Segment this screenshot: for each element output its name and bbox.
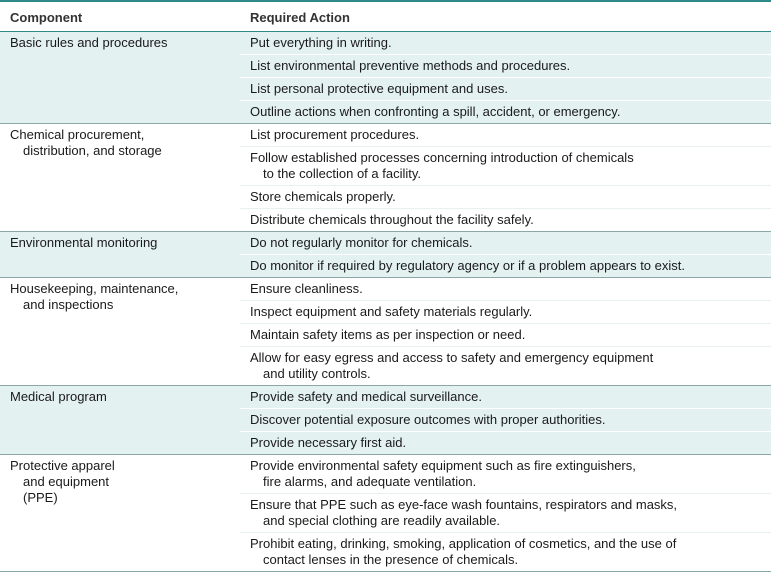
table-header: [0, 2, 771, 32]
action-text-line: List personal protective equipment and uses.: [250, 81, 508, 96]
action-text-line: Discover potential exposure outcomes with proper authorities.: [250, 412, 606, 427]
action-item: [240, 431, 771, 454]
actions-cell: [240, 232, 771, 277]
actions-cell: [240, 455, 771, 571]
action-item: [240, 32, 771, 54]
action-item: [240, 493, 771, 532]
action-text-line: Ensure cleanliness.: [250, 281, 363, 296]
action-item: [240, 254, 771, 277]
action-text-line: Allow for easy egress and access to safety and emergency equipment: [250, 350, 654, 365]
action-item: [240, 77, 771, 100]
table-group: [0, 455, 771, 572]
action-text-line: fire alarms, and adequate ventilation.: [263, 474, 477, 489]
table-group: [0, 124, 771, 232]
table-group: [0, 32, 771, 124]
action-item: [240, 300, 771, 323]
actions-cell: [240, 278, 771, 385]
action-text-line: Prohibit eating, drinking, smoking, application of cosmetics, and the use of: [250, 536, 677, 551]
action-item: [240, 146, 771, 185]
action-text-line: Provide safety and medical surveillance.: [250, 389, 482, 404]
component-cell: [0, 386, 240, 454]
action-item: [240, 455, 771, 493]
component-label-line: Protective apparel: [10, 458, 115, 473]
action-item: [240, 54, 771, 77]
action-text-line: and special clothing are readily available.: [263, 513, 501, 528]
component-label-line: Chemical procurement,: [10, 127, 145, 142]
component-label-line: Environmental monitoring: [10, 235, 158, 250]
table-body: [0, 32, 771, 572]
action-text-line: Inspect equipment and safety materials regularly.: [250, 304, 533, 319]
action-item: [240, 232, 771, 254]
action-item: [240, 386, 771, 408]
action-text-line: Do not regularly monitor for chemicals.: [250, 235, 473, 250]
actions-cell: [240, 32, 771, 123]
actions-cell: [240, 386, 771, 454]
action-text-line: to the collection of a facility.: [263, 166, 422, 181]
action-text-line: Outline actions when confronting a spill, accident, or emergency.: [250, 104, 621, 119]
header-required-action: Required Action: [250, 10, 350, 25]
component-label-line: distribution, and storage: [23, 143, 162, 158]
action-text-line: Ensure that PPE such as eye-face wash fountains, respirators and masks,: [250, 497, 678, 512]
action-text-line: Do monitor if required by regulatory agency or if a problem appears to exist.: [250, 258, 685, 273]
component-cell: [0, 32, 240, 123]
table-group: [0, 278, 771, 386]
component-cell: [0, 455, 240, 571]
action-text-line: Maintain safety items as per inspection or need.: [250, 327, 526, 342]
action-text-line: List procurement procedures.: [250, 127, 420, 142]
table-group: [0, 386, 771, 455]
action-text-line: Store chemicals properly.: [250, 189, 396, 204]
action-text-line: Follow established processes concerning introduction of chemicals: [250, 150, 634, 165]
action-text-line: contact lenses in the presence of chemicals.: [263, 552, 519, 567]
header-component: Component: [10, 10, 83, 25]
component-label-line: and inspections: [23, 297, 114, 312]
action-item: [240, 408, 771, 431]
component-cell: [0, 124, 240, 231]
action-text-line: List environmental preventive methods and procedures.: [250, 58, 571, 73]
action-item: [240, 100, 771, 123]
action-item: [240, 323, 771, 346]
component-label-line: and equipment: [23, 474, 110, 489]
action-item: [240, 346, 771, 385]
action-item: [240, 532, 771, 571]
action-text-line: Distribute chemicals throughout the facility safely.: [250, 212, 534, 227]
table-group: [0, 232, 771, 278]
action-item: [240, 278, 771, 300]
action-text-line: Provide environmental safety equipment such as fire extinguishers,: [250, 458, 636, 473]
actions-cell: [240, 124, 771, 231]
action-text-line: Put everything in writing.: [250, 35, 392, 50]
action-item: [240, 185, 771, 208]
action-text-line: and utility controls.: [263, 366, 371, 381]
component-cell: [0, 278, 240, 385]
action-item: [240, 208, 771, 231]
component-label-line: Housekeeping, maintenance,: [10, 281, 179, 296]
action-text-line: Provide necessary first aid.: [250, 435, 407, 450]
component-label-line: Basic rules and procedures: [10, 35, 168, 50]
action-item: [240, 124, 771, 146]
component-label-line: Medical program: [10, 389, 107, 404]
component-label-line: (PPE): [23, 490, 58, 505]
component-cell: [0, 232, 240, 277]
